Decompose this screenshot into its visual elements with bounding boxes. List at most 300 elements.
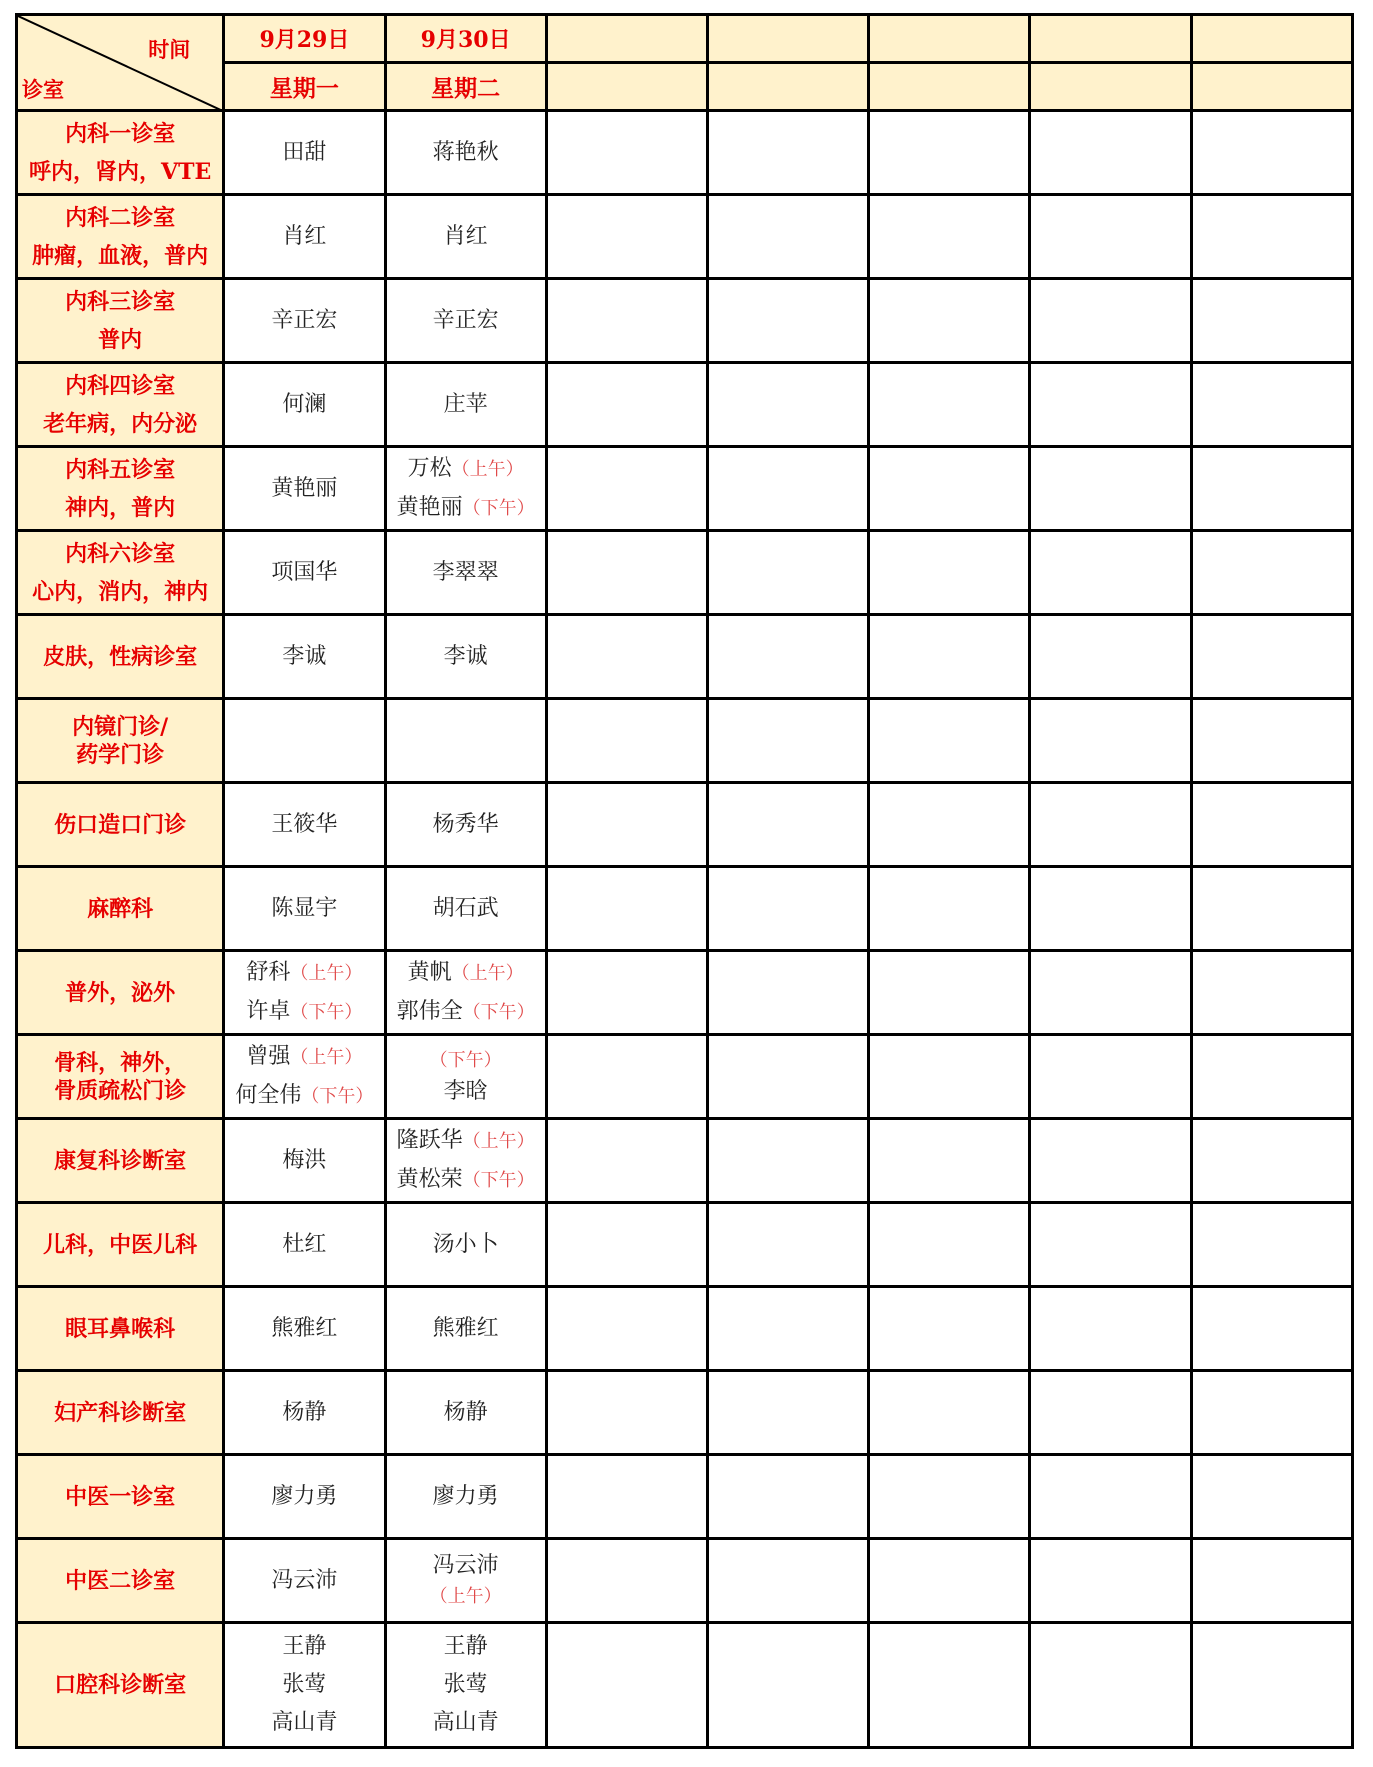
doctor-name: 李诚 [282, 643, 327, 669]
shift-note: （下午） [462, 1169, 535, 1191]
empty-schedule-cell [1191, 195, 1352, 279]
table-row [17, 279, 1353, 363]
empty-schedule-cell [708, 699, 869, 783]
empty-schedule-cell [708, 615, 869, 699]
doctor-entry [225, 134, 383, 172]
doctor-name: 辛正宏 [432, 307, 499, 333]
room-name-line: 内科三诊室 [65, 288, 176, 315]
doctor-name: 梅洪 [282, 1147, 327, 1173]
empty-schedule-cell [869, 1623, 1030, 1748]
doctor-cell [224, 1623, 385, 1748]
room-name-cell [17, 1371, 224, 1455]
room-name-line: 口腔科诊断室 [54, 1672, 187, 1698]
shift-note: （下午） [462, 1001, 535, 1023]
shift-note: （下午） [462, 497, 535, 519]
doctor-entry [225, 890, 383, 928]
empty-schedule-cell [1030, 1035, 1191, 1119]
doctor-cell [224, 1203, 385, 1287]
room-name-line: 内科二诊室 [65, 204, 176, 231]
column-weekday [708, 63, 869, 111]
doctor-name: 黄艳丽 [396, 494, 463, 520]
empty-schedule-cell [869, 615, 1030, 699]
doctor-name: 熊雅红 [271, 1315, 338, 1341]
empty-schedule-cell [546, 1035, 707, 1119]
doctor-entry [225, 218, 383, 256]
doctor-cell [385, 1455, 546, 1539]
doctor-entry [225, 1226, 383, 1264]
column-weekday: 星期一 [224, 63, 385, 111]
empty-schedule-cell [546, 363, 707, 447]
empty-schedule-cell [869, 699, 1030, 783]
doctor-entry [225, 1704, 383, 1742]
shift-note: （上午） [451, 458, 524, 480]
empty-schedule-cell [708, 1203, 869, 1287]
doctor-entry [225, 302, 383, 340]
doctor-entry [387, 1666, 545, 1704]
empty-schedule-cell [708, 531, 869, 615]
doctor-entry [387, 993, 545, 1032]
empty-schedule-cell [869, 1035, 1030, 1119]
empty-schedule-cell [546, 615, 707, 699]
doctor-entry [225, 638, 383, 676]
doctor-cell [385, 195, 546, 279]
doctor-name: 杜红 [282, 1231, 327, 1257]
doctor-name: 杨秀华 [432, 811, 499, 837]
room-name-line: 普外，泌外 [65, 979, 176, 1006]
empty-schedule-cell [1191, 783, 1352, 867]
room-name-line: 皮肤，性病诊室 [43, 643, 198, 670]
doctor-cell [385, 279, 546, 363]
empty-schedule-cell [1030, 1623, 1191, 1748]
doctor-cell [224, 1035, 385, 1119]
doctor-cell [385, 699, 546, 783]
doctor-cell [385, 1035, 546, 1119]
room-name-cell [17, 699, 224, 783]
room-name-line: 老年病，内分泌 [43, 410, 198, 437]
empty-schedule-cell [546, 951, 707, 1035]
doctor-entry [387, 1394, 545, 1432]
doctor-name: 郭伟全 [396, 998, 463, 1024]
empty-schedule-cell [546, 867, 707, 951]
room-name-line: 内科五诊室 [65, 456, 176, 483]
empty-schedule-cell [546, 1455, 707, 1539]
column-weekday: 星期二 [385, 63, 546, 111]
table-row [17, 699, 1353, 783]
room-name-cell [17, 615, 224, 699]
doctor-cell [224, 783, 385, 867]
empty-schedule-cell [708, 111, 869, 195]
doctor-cell [224, 531, 385, 615]
doctor-name: 万松 [407, 455, 452, 481]
doctor-cell [385, 867, 546, 951]
table-row [17, 531, 1353, 615]
room-name-line: 神内，普内 [65, 494, 176, 521]
empty-schedule-cell [1030, 279, 1191, 363]
doctor-entry [387, 1704, 545, 1742]
empty-schedule-cell [869, 531, 1030, 615]
room-name-line: 中医二诊室 [65, 1567, 176, 1594]
empty-schedule-cell [708, 867, 869, 951]
doctor-cell [385, 1539, 546, 1623]
doctor-name: 王静 [282, 1634, 327, 1659]
room-name-line: 内科一诊室 [65, 120, 176, 147]
doctor-entry [387, 1076, 545, 1108]
doctor-entry [387, 386, 545, 424]
doctor-name: 辛正宏 [271, 307, 338, 333]
column-weekday [1030, 63, 1191, 111]
room-name-line: 骨质疏松门诊 [54, 1077, 187, 1104]
empty-schedule-cell [1030, 1455, 1191, 1539]
empty-schedule-cell [1030, 699, 1191, 783]
table-row [17, 783, 1353, 867]
doctor-entry [225, 554, 383, 592]
column-weekday [1191, 63, 1352, 111]
empty-schedule-cell [869, 1455, 1030, 1539]
empty-schedule-cell [546, 1623, 707, 1748]
room-name-cell [17, 1287, 224, 1371]
empty-schedule-cell [546, 447, 707, 531]
doctor-entry [387, 1122, 545, 1161]
room-name-cell [17, 1035, 224, 1119]
empty-schedule-cell [546, 111, 707, 195]
doctor-entry [387, 450, 545, 489]
doctor-name: 王静 [443, 1634, 488, 1659]
doctor-cell [224, 699, 385, 783]
column-date [1191, 15, 1352, 63]
empty-schedule-cell [1191, 1035, 1352, 1119]
room-name-line: 儿科，中医儿科 [43, 1231, 198, 1258]
doctor-name: 黄艳丽 [271, 475, 338, 501]
table-row [17, 1539, 1353, 1623]
shift-note: （上午） [429, 1585, 502, 1607]
empty-schedule-cell [1030, 867, 1191, 951]
table-row [17, 195, 1353, 279]
doctor-cell [385, 1371, 546, 1455]
room-name-cell [17, 783, 224, 867]
empty-schedule-cell [1030, 1539, 1191, 1623]
doctor-entry [387, 218, 545, 256]
empty-schedule-cell [1191, 699, 1352, 783]
table-row [17, 1371, 1353, 1455]
room-name-line: 呼内，肾内，VTE [29, 158, 212, 185]
table-row [17, 1119, 1353, 1203]
empty-schedule-cell [869, 279, 1030, 363]
table-row [17, 1455, 1353, 1539]
doctor-name: 冯云沛 [432, 1552, 499, 1578]
room-name-line: 心内，消内，神内 [32, 578, 209, 605]
empty-schedule-cell [708, 447, 869, 531]
empty-schedule-cell [708, 363, 869, 447]
empty-schedule-cell [1191, 279, 1352, 363]
doctor-cell [385, 615, 546, 699]
doctor-entry [225, 470, 383, 508]
room-name-cell [17, 195, 224, 279]
doctor-name: 张莺 [282, 1672, 327, 1697]
empty-schedule-cell [546, 279, 707, 363]
table-row [17, 951, 1353, 1035]
doctor-cell [224, 615, 385, 699]
doctor-cell [385, 951, 546, 1035]
room-name-line: 康复科诊断室 [54, 1147, 187, 1174]
doctor-entry [225, 1038, 383, 1077]
doctor-entry [225, 386, 383, 424]
doctor-name: 何澜 [282, 391, 327, 417]
room-name-cell [17, 1539, 224, 1623]
doctor-name: 张莺 [443, 1672, 488, 1697]
doctor-cell [224, 195, 385, 279]
empty-schedule-cell [708, 1371, 869, 1455]
shift-note: （下午） [429, 1049, 502, 1071]
doctor-cell [385, 1203, 546, 1287]
doctor-name: 田甜 [282, 139, 327, 165]
shift-note: （上午） [451, 962, 524, 984]
empty-schedule-cell [869, 951, 1030, 1035]
doctor-name: 胡石武 [432, 895, 499, 921]
column-date [546, 15, 707, 63]
empty-schedule-cell [546, 783, 707, 867]
table-row [17, 867, 1353, 951]
column-date [708, 15, 869, 63]
doctor-name: 李晗 [443, 1078, 488, 1104]
doctor-cell [224, 111, 385, 195]
table-row [17, 1287, 1353, 1371]
room-name-cell [17, 447, 224, 531]
doctor-entry [387, 806, 545, 844]
empty-schedule-cell [1191, 1287, 1352, 1371]
room-name-line: 妇产科诊断室 [54, 1399, 187, 1426]
room-name-line: 普内 [98, 326, 143, 353]
table-row [17, 1623, 1353, 1748]
empty-schedule-cell [1030, 1287, 1191, 1371]
doctor-name: 熊雅红 [432, 1315, 499, 1341]
empty-schedule-cell [546, 1119, 707, 1203]
doctor-cell [224, 951, 385, 1035]
column-date [1030, 15, 1191, 63]
doctor-entry [225, 954, 383, 993]
doctor-entry [225, 1562, 383, 1600]
doctor-cell [224, 1455, 385, 1539]
doctor-entry [387, 302, 545, 340]
room-name-cell [17, 279, 224, 363]
column-weekday [546, 63, 707, 111]
empty-schedule-cell [708, 1119, 869, 1203]
empty-schedule-cell [1030, 1203, 1191, 1287]
doctor-entry [225, 1628, 383, 1666]
doctor-entry [387, 554, 545, 592]
empty-schedule-cell [1030, 111, 1191, 195]
doctor-name: 廖力勇 [271, 1483, 338, 1509]
empty-schedule-cell [1030, 447, 1191, 531]
empty-schedule-cell [1030, 195, 1191, 279]
empty-schedule-cell [869, 447, 1030, 531]
table-row [17, 615, 1353, 699]
table-row [17, 111, 1353, 195]
doctor-cell [385, 783, 546, 867]
doctor-cell [224, 447, 385, 531]
corner-cell [17, 15, 224, 111]
empty-schedule-cell [708, 279, 869, 363]
table-row [17, 1035, 1353, 1119]
empty-schedule-cell [1191, 447, 1352, 531]
empty-schedule-cell [869, 111, 1030, 195]
empty-schedule-cell [1191, 1203, 1352, 1287]
doctor-name: 黄帆 [407, 959, 452, 985]
doctor-cell [385, 111, 546, 195]
column-date: 9月30日 [385, 15, 546, 63]
doctor-name: 杨静 [443, 1399, 488, 1425]
room-name-line: 肿瘤，血液，普内 [32, 242, 209, 269]
doctor-cell [385, 447, 546, 531]
header-row-dates [17, 15, 1353, 63]
doctor-entry [225, 1077, 383, 1116]
room-name-cell [17, 111, 224, 195]
doctor-cell [385, 1119, 546, 1203]
empty-schedule-cell [1030, 951, 1191, 1035]
doctor-name: 何全伟 [235, 1082, 302, 1108]
empty-schedule-cell [869, 867, 1030, 951]
table-row [17, 1203, 1353, 1287]
room-axis-label: 诊室 [22, 77, 64, 102]
empty-schedule-cell [546, 531, 707, 615]
room-name-cell [17, 1623, 224, 1748]
doctor-entry [387, 489, 545, 528]
room-name-line: 内科四诊室 [65, 372, 176, 399]
doctor-entry [387, 134, 545, 172]
doctor-name: 廖力勇 [432, 1483, 499, 1509]
doctor-entry [387, 954, 545, 993]
doctor-entry [387, 1310, 545, 1348]
empty-schedule-cell [869, 363, 1030, 447]
room-name-line: 药学门诊 [76, 741, 165, 768]
empty-schedule-cell [708, 951, 869, 1035]
doctor-name: 蒋艳秋 [432, 139, 499, 165]
empty-schedule-cell [869, 1287, 1030, 1371]
empty-schedule-cell [869, 783, 1030, 867]
doctor-name: 高山青 [432, 1710, 499, 1735]
doctor-entry [225, 1478, 383, 1516]
empty-schedule-cell [708, 1623, 869, 1748]
doctor-name: 许卓 [246, 998, 291, 1024]
doctor-cell [224, 363, 385, 447]
table-row [17, 363, 1353, 447]
empty-schedule-cell [1030, 531, 1191, 615]
column-weekday [869, 63, 1030, 111]
doctor-cell [385, 1287, 546, 1371]
doctor-cell [224, 1371, 385, 1455]
doctor-name: 高山青 [271, 1710, 338, 1735]
empty-schedule-cell [1191, 1371, 1352, 1455]
doctor-name: 李翠翠 [432, 559, 499, 585]
empty-schedule-cell [869, 1371, 1030, 1455]
empty-schedule-cell [869, 1539, 1030, 1623]
empty-schedule-cell [546, 1203, 707, 1287]
doctor-name: 汤小卜 [432, 1231, 499, 1257]
doctor-entry [225, 1310, 383, 1348]
room-name-line: 中医一诊室 [65, 1483, 176, 1510]
empty-schedule-cell [546, 699, 707, 783]
empty-schedule-cell [1030, 783, 1191, 867]
room-name-cell [17, 1203, 224, 1287]
room-name-line: 内镜门诊/ [72, 713, 169, 740]
empty-schedule-cell [708, 783, 869, 867]
clinic-schedule-table [15, 13, 1354, 1749]
empty-schedule-cell [1191, 615, 1352, 699]
doctor-name: 肖红 [282, 223, 327, 249]
doctor-entry [387, 1161, 545, 1200]
empty-schedule-cell [1030, 363, 1191, 447]
empty-schedule-cell [1191, 867, 1352, 951]
room-name-cell [17, 363, 224, 447]
empty-schedule-cell [708, 1287, 869, 1371]
empty-schedule-cell [1191, 1119, 1352, 1203]
doctor-cell [385, 363, 546, 447]
shift-note: （上午） [290, 1046, 363, 1068]
doctor-cell [224, 1287, 385, 1371]
empty-schedule-cell [869, 1119, 1030, 1203]
column-date [869, 15, 1030, 63]
empty-schedule-cell [1030, 1119, 1191, 1203]
empty-schedule-cell [1030, 1371, 1191, 1455]
doctor-entry [387, 1628, 545, 1666]
doctor-entry [387, 1550, 545, 1582]
doctor-cell [224, 1119, 385, 1203]
doctor-entry [225, 993, 383, 1032]
doctor-cell [224, 867, 385, 951]
room-name-cell [17, 951, 224, 1035]
empty-schedule-cell [1191, 1539, 1352, 1623]
table-row [17, 447, 1353, 531]
empty-schedule-cell [1191, 531, 1352, 615]
room-name-cell [17, 867, 224, 951]
room-name-line: 眼耳鼻喉科 [65, 1315, 176, 1342]
doctor-name: 庄苹 [443, 391, 488, 417]
time-axis-label: 时间 [148, 37, 191, 62]
doctor-entry [225, 1394, 383, 1432]
empty-schedule-cell [546, 195, 707, 279]
doctor-cell [224, 279, 385, 363]
shift-note: （下午） [290, 1001, 363, 1023]
room-name-cell [17, 1455, 224, 1539]
doctor-name: 项国华 [271, 559, 338, 585]
empty-schedule-cell [546, 1371, 707, 1455]
doctor-name: 曾强 [246, 1043, 291, 1069]
doctor-name: 王筱华 [271, 811, 338, 837]
doctor-cell [385, 1623, 546, 1748]
empty-schedule-cell [708, 1035, 869, 1119]
doctor-name: 陈显宇 [271, 895, 338, 921]
empty-schedule-cell [708, 1539, 869, 1623]
room-name-line: 内科六诊室 [65, 540, 176, 567]
doctor-entry [387, 1226, 545, 1264]
doctor-name: 冯云沛 [271, 1567, 338, 1593]
doctor-cell [224, 1539, 385, 1623]
empty-schedule-cell [708, 195, 869, 279]
shift-note: （上午） [290, 962, 363, 984]
empty-schedule-cell [1191, 363, 1352, 447]
empty-schedule-cell [1030, 615, 1191, 699]
shift-note: （上午） [462, 1130, 535, 1152]
doctor-entry [387, 890, 545, 928]
shift-note: （下午） [301, 1085, 374, 1107]
empty-schedule-cell [1191, 111, 1352, 195]
room-name-line: 骨科，神外， [54, 1049, 187, 1076]
room-name-cell [17, 1119, 224, 1203]
doctor-entry [225, 806, 383, 844]
empty-schedule-cell [869, 195, 1030, 279]
doctor-name: 黄松荣 [396, 1166, 463, 1192]
column-date: 9月29日 [224, 15, 385, 63]
room-name-line: 伤口造口门诊 [54, 811, 187, 838]
